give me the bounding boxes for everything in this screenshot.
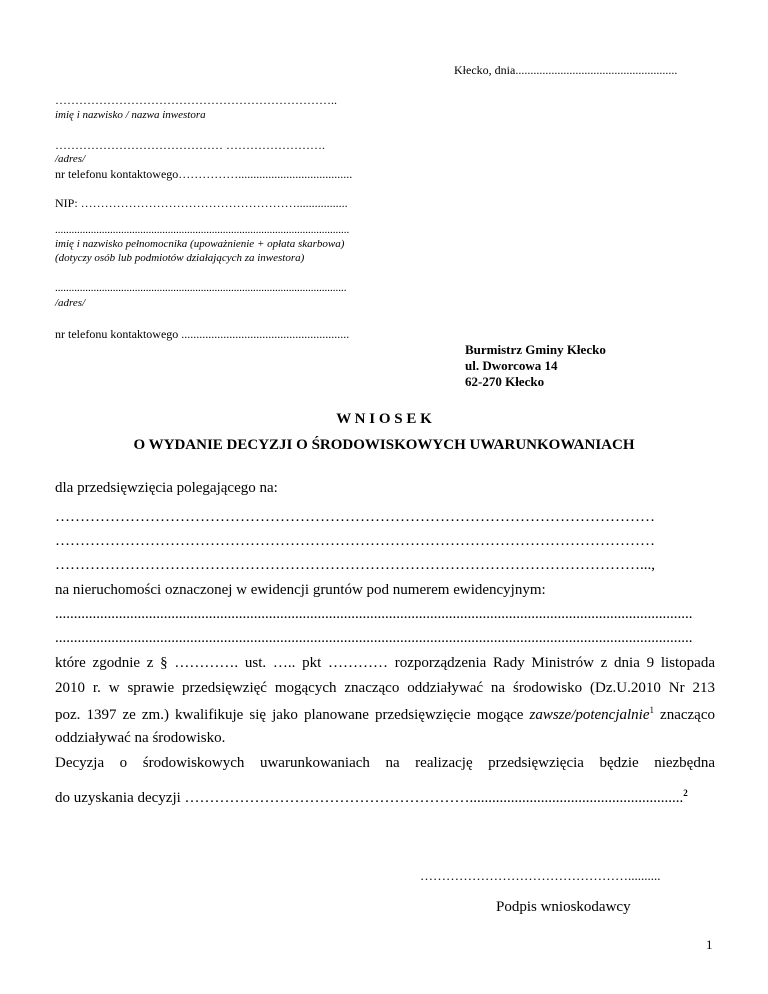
classification-option: zawsze/potencjalnie [529,707,650,723]
signature-label: Podpis wnioskodawcy [496,899,631,915]
proxy-address-label: /adres/ [55,297,86,309]
applicant-phone: nr telefonu kontaktowego……………...................................... [55,167,353,181]
paragraph-1-line-3 [55,705,715,724]
description-dots-2: ………………………………………………………………………………………………………… [55,533,655,549]
proxy-note: (dotyczy osób lub podmiotów działających za inwestora) [55,252,305,264]
recipient-line-1: Burmistrz Gminy Kłecko [465,342,606,357]
paragraph-2-line-2 [55,788,688,807]
parcel-text: na nieruchomości oznaczonej w ewidencji gruntów pod numerem ewidencyjnym: [55,582,546,598]
description-dots-3: ………………………………………………………………………………………………………..., [55,557,655,573]
applicant-name-label: imię i nazwisko / nazwa inwestora [55,109,206,121]
footnote-1-ref: 1 [649,705,654,715]
document-title: W N I O S E K [336,411,432,427]
place-date: Kłecko, dnia...................................................... [454,63,678,77]
paragraph-1-line-2: 2010 r. w sprawie przedsięwzięć mogących znacząco oddziaływać na środowisko (Dz.U.2010 Nr 213 [55,680,715,696]
recipient-line-2: ul. Dworcowa 14 [465,358,558,373]
applicant-address-label: /adres/ [55,153,86,165]
document-subtitle: O WYDANIE DECYZJI O ŚRODOWISKOWYCH UWARUNKOWANIACH [133,437,635,453]
proxy-line: ........................................................................................................... [55,224,350,236]
description-dots-1: ………………………………………………………………………………………………………… [55,509,655,525]
recipient-line-3: 62-270 Kłecko [465,374,545,389]
parcel-dots-1: .......................................................................................................................................................................... [55,606,693,622]
paragraph-1-line-3-end: znacząco [654,707,715,723]
applicant-address-line: …………………………………… ……………………. [55,138,325,152]
applicant-nip: NIP: ………………………………………………................. [55,196,348,210]
paragraph-1-line-4: oddziaływać na środowisko. [55,730,226,746]
applicant-name-line: …………………………………………………………….. [55,93,337,107]
footnote-2-ref: 2 [683,788,688,798]
signature-dots: ………………………………………….......... [420,868,661,883]
proxy-address-line: .......................................................................................................... [55,282,347,294]
proxy-label: imię i nazwisko pełnomocnika (upoważnienie + opłata skarbowa) [55,238,345,250]
parcel-dots-2: .......................................................................................................................................................................... [55,630,693,646]
paragraph-1-line-3-start: poz. 1397 ze zm.) kwalifikuje się jako planowane przedsięwzięcie mogące [55,707,530,723]
intro-text: dla przedsięwzięcia polegającego na: [55,480,278,496]
paragraph-2-line-1: Decyzja o środowiskowych uwarunkowaniach na realizację przedsięwzięcia będzie niezbędna [55,755,715,771]
paragraph-1-line-1: które zgodnie z § …………. ust. ….. pkt ………… rozporządzenia Rady Ministrów z dnia 9 listopada [55,655,715,671]
proxy-phone: nr telefonu kontaktowego ........................................................ [55,327,350,341]
page-number: 1 [706,937,713,952]
paragraph-2-line-2-text: do uzyskania decyzji …………………………………………………......................................................... [55,790,684,806]
